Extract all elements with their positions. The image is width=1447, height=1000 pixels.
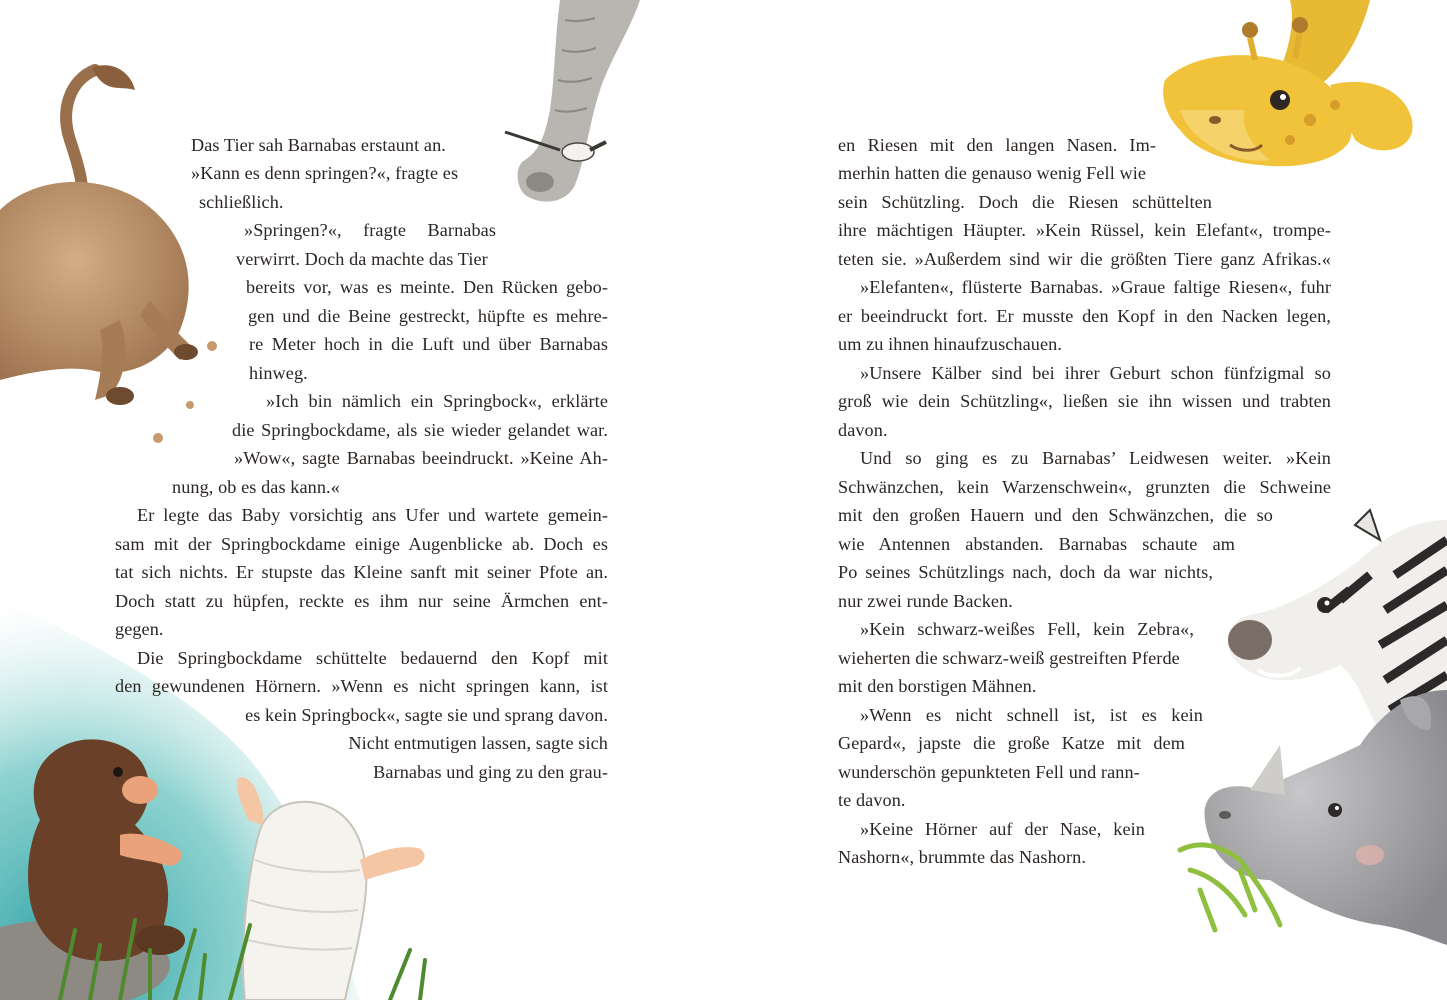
left-line-20: den gewundenen Hörnern. »Wenn es nicht springen kann, ist — [115, 676, 608, 696]
giraffe-icon — [1163, 0, 1413, 166]
left-line-8: re Meter hoch in die Luft und über Barnabas — [249, 334, 608, 354]
left-line-7: gen und die Beine gestreckt, hüpfte es mehre- — [248, 306, 608, 326]
left-line-23: Barnabas und ging zu den grau- — [373, 762, 608, 782]
right-line-5: teten sie. »Außerdem sind wir die größten Tiere ganz Afrikas.« — [838, 249, 1331, 269]
right-line-17: nur zwei runde Backen. — [838, 591, 1013, 611]
left-line-14: Er legte das Baby vorsichtig ans Ufer und wartete gemein- — [137, 505, 608, 525]
left-line-21: es kein Springbock«, sagte sie und sprang davon. — [245, 705, 608, 725]
right-line-26: Nashorn«, brummte das Nashorn. — [838, 847, 1086, 867]
left-line-11: die Springbockdame, als sie wieder gelandet war. — [232, 420, 608, 440]
right-line-25: »Keine Hörner auf der Nase, kein — [860, 819, 1145, 839]
left-line-18: gegen. — [115, 619, 164, 639]
left-line-19: Die Springbockdame schüttelte bedauernd den Kopf mit — [137, 648, 608, 668]
right-line-24: te davon. — [838, 790, 906, 810]
right-line-1: en Riesen mit den langen Nasen. Im- — [838, 135, 1156, 155]
elephant-trunk-icon — [518, 0, 641, 202]
left-line-3: schließlich. — [199, 192, 284, 212]
left-line-9: hinweg. — [249, 363, 308, 383]
right-line-6: »Elefanten«, flüsterte Barnabas. »Graue faltige Riesen«, fuhr — [860, 277, 1331, 297]
left-line-15: sam mit der Springbockdame einige Augenblicke ab. Doch es — [115, 534, 608, 554]
right-line-20: mit den borstigen Mähnen. — [838, 676, 1037, 696]
right-line-21: »Wenn es nicht schnell ist, ist es kein — [860, 705, 1203, 725]
left-line-17: Doch statt zu hüpfen, reckte es ihm nur seine Ärmchen ent- — [115, 591, 608, 611]
right-line-12: Und so ging es zu Barnabas’ Leidwesen weiter. »Kein — [860, 448, 1331, 468]
right-line-18: »Kein schwarz-weißes Fell, kein Zebra«, — [860, 619, 1194, 639]
left-line-13: nung, ob es das kann.« — [172, 477, 340, 497]
right-line-7: er beeindruckt fort. Er musste den Kopf in den Nacken legen, — [838, 306, 1331, 326]
right-line-14: mit den großen Hauern und den Schwänzchen, die so — [838, 505, 1273, 525]
left-line-5: verwirrt. Doch da machte das Tier — [236, 249, 488, 269]
right-line-23: wunderschön gepunkteten Fell und rann- — [838, 762, 1140, 782]
left-line-2: »Kann es denn springen?«, fragte es — [191, 163, 459, 183]
right-line-15: wie Antennen abstanden. Barnabas schaute am — [838, 534, 1235, 554]
left-line-1: Das Tier sah Barnabas erstaunt an. — [191, 135, 446, 155]
left-line-22: Nicht entmutigen lassen, sagte sich — [348, 733, 608, 753]
right-line-9: »Unsere Kälber sind bei ihrer Geburt schon fünfzigmal so — [860, 363, 1331, 383]
right-line-22: Gepard«, japste die große Katze mit dem — [838, 733, 1185, 753]
right-line-8: um zu ihnen hinaufzuschauen. — [838, 334, 1063, 354]
right-line-16: Po seines Schützlings nach, doch da war nichts, — [838, 562, 1213, 582]
right-line-11: davon. — [838, 420, 888, 440]
left-line-6: bereits vor, was es meinte. Den Rücken gebo- — [246, 277, 608, 297]
right-line-10: groß wie dein Schützling«, ließen sie ihn wissen und trabten — [838, 391, 1331, 411]
left-line-10: »Ich bin nämlich ein Springbock«, erklärte — [266, 391, 608, 411]
left-line-12: »Wow«, sagte Barnabas beeindruckt. »Keine Ah- — [234, 448, 608, 468]
left-line-16: tat sich nichts. Er stupste das Kleine sanft mit seiner Pfote an. — [115, 562, 608, 582]
right-line-3: sein Schützling. Doch die Riesen schüttelten — [838, 192, 1212, 212]
left-line-4: »Springen?«, fragte Barnabas — [244, 220, 496, 240]
right-line-2: merhin hatten die genauso wenig Fell wie — [838, 163, 1147, 183]
right-line-4: ihre mächtigen Häupter. »Kein Rüssel, kein Elefant«, trompe- — [838, 220, 1331, 240]
springbok-icon — [0, 65, 217, 443]
right-line-13: Schwänzchen, kein Warzenschwein«, grunzten die Schweine — [838, 477, 1331, 497]
right-line-19: wieherten die schwarz-weiß gestreiften Pferde — [838, 648, 1180, 668]
